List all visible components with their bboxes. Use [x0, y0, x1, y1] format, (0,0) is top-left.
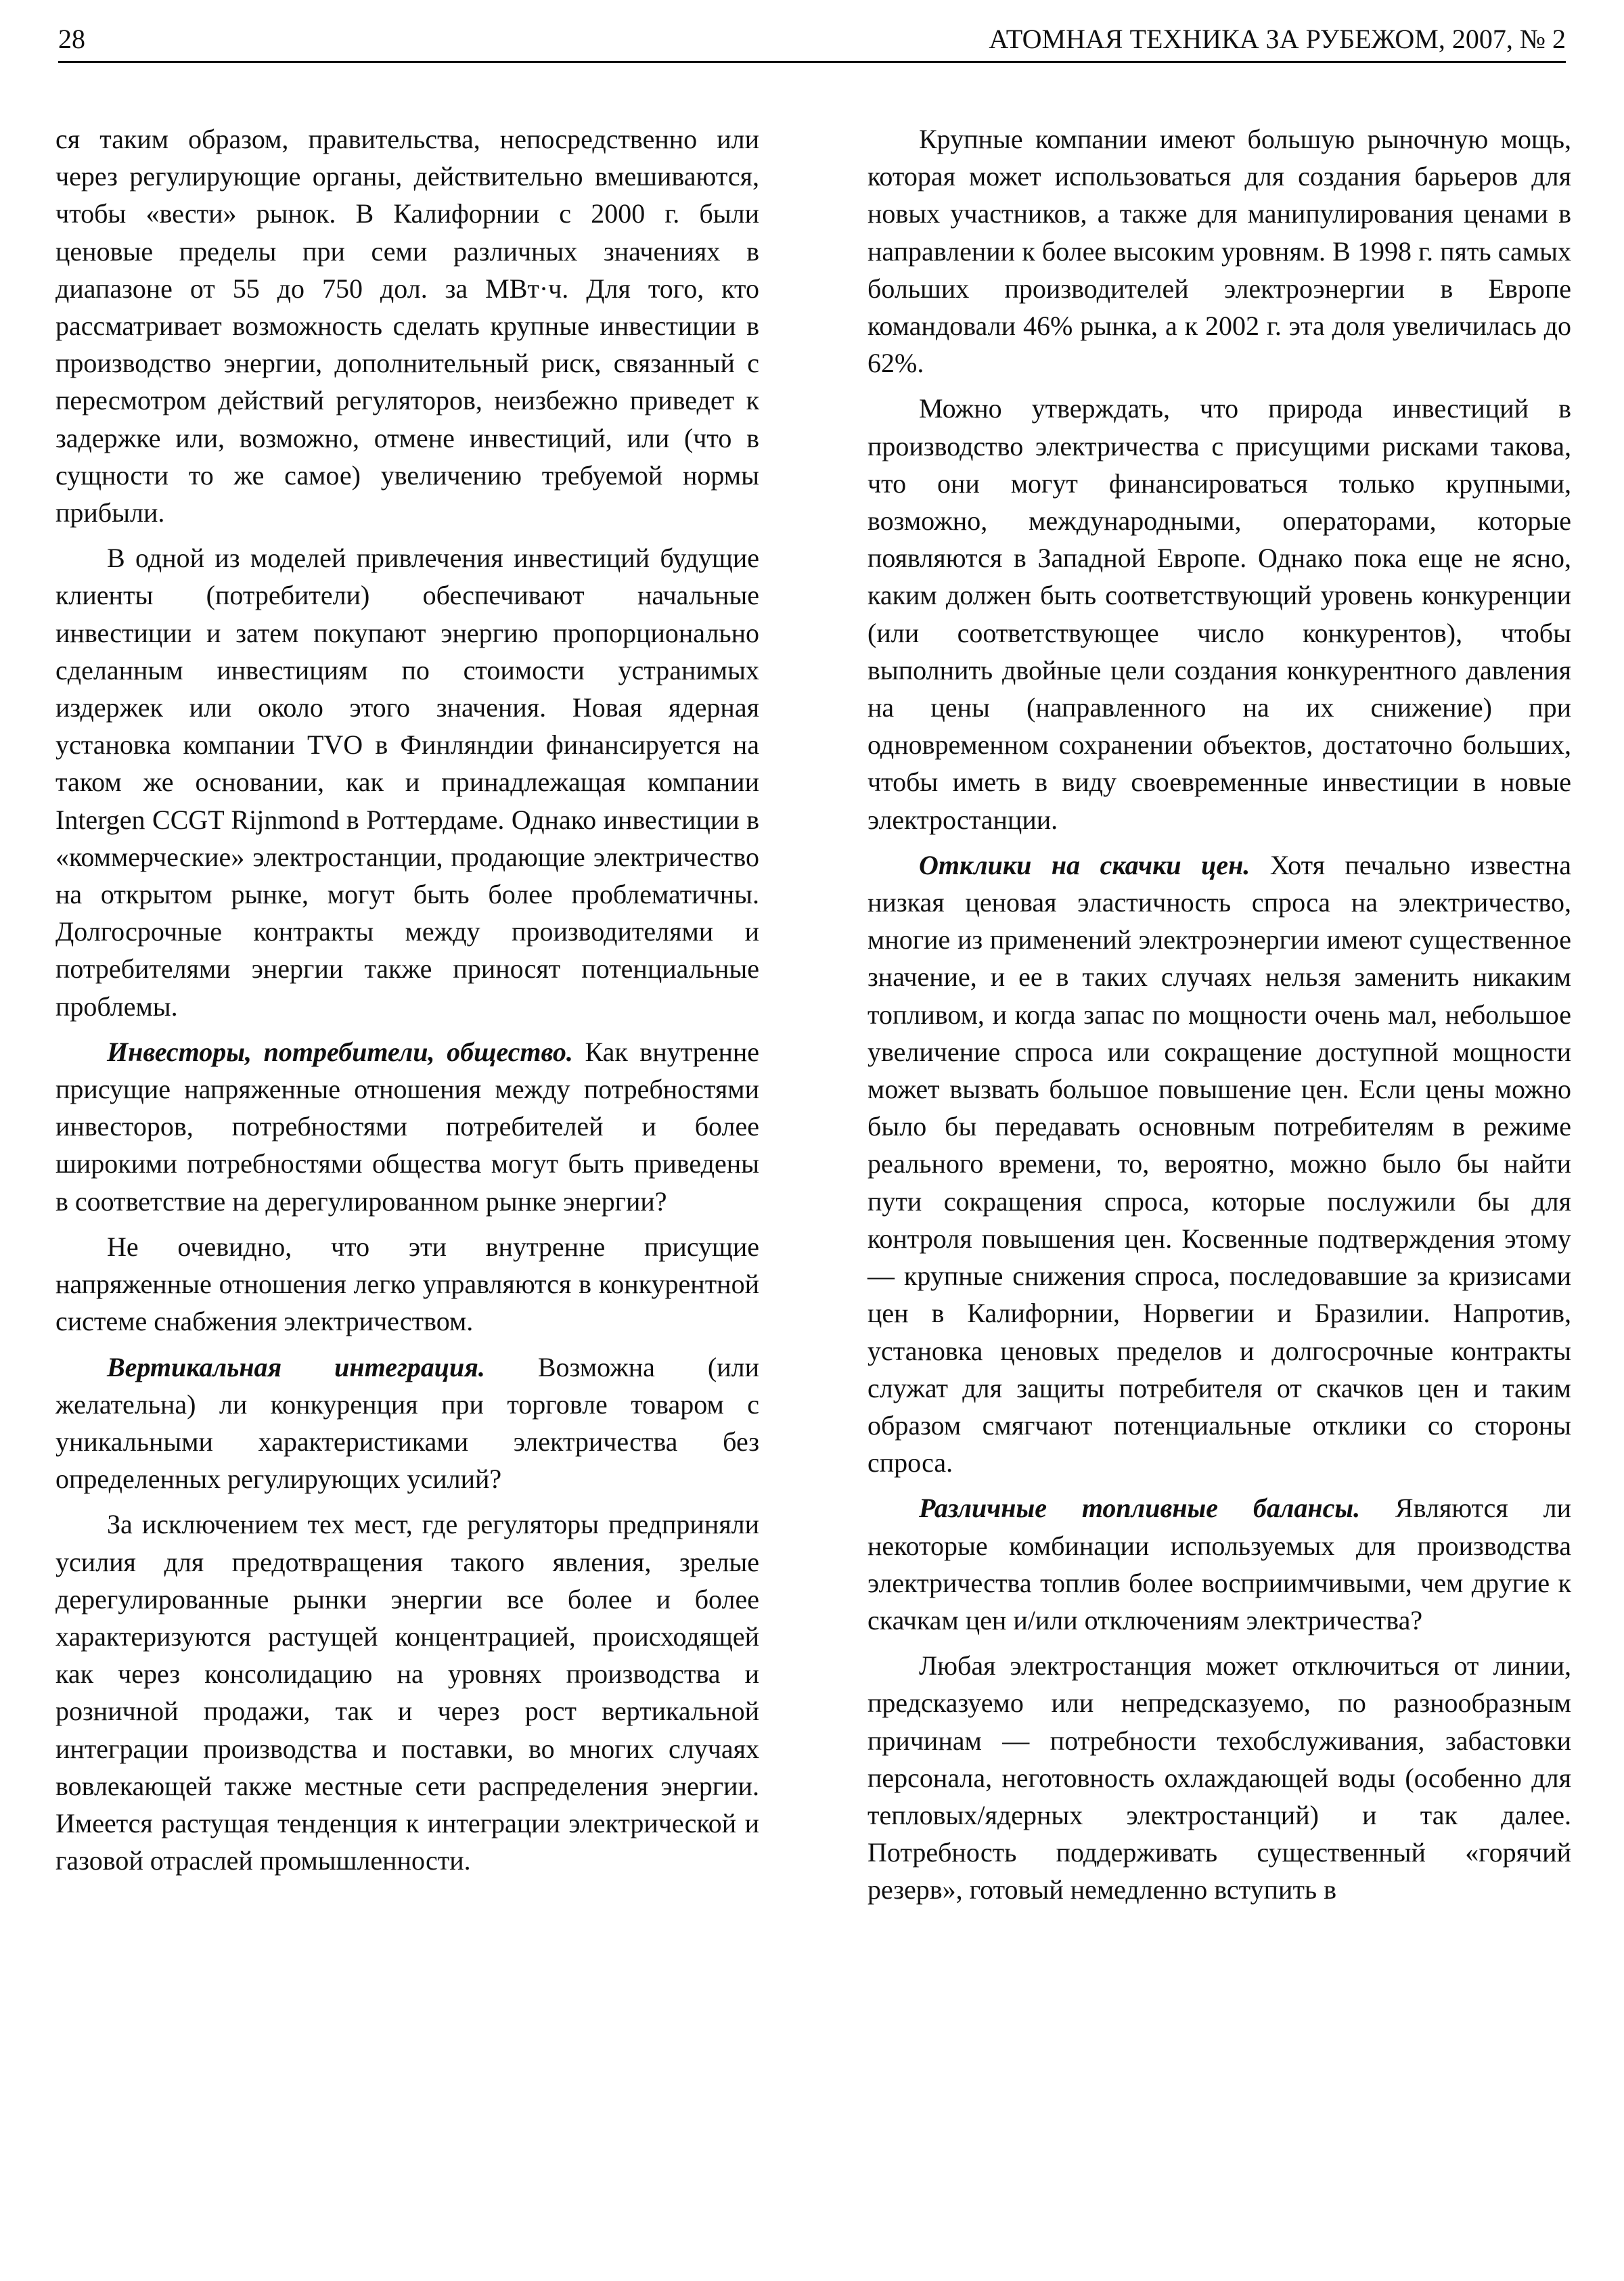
paragraph-text: Хотя печально известна низкая ценовая эластичность спроса на электричество, многие из применений электроэнергии имеют существенное значение, и ее в таких случаях нельзя заменить никаким топливом, и когда запас по мощности очень мал, небольшое увеличение спроса или сокращение доступной мощности может вызвать большое повышение цен. Если цены можно было бы передавать основным потребителям в режиме реального времени, то, вероятно, можно было бы найти пути сокращения спроса, которые послужили бы для контроля повышения цен. Косвенные подтверждения этому — крупные снижения спроса, последовавшие за кризисами цен в Калифорнии, Норвегии и Бразилии. Напротив, установка ценовых пределов и долгосрочные контракты служат для защиты потребителя от скачков цен и таким образом смягчают потенциальные отклики со стороны спроса.	[867, 849, 1571, 1478]
journal-title: АТОМНАЯ ТЕХНИКА ЗА РУБЕЖОМ, 2007, № 2	[989, 24, 1566, 54]
paragraph: ся таким образом, правительства, непосредственно или через регулирующие органы, действительно вмешиваются, чтобы «вести» рынок. В Калифорнии с 2000 г. были ценовые пределы при семи различных значениях в диапазоне от 55 до 750 дол. за МВт·ч. Для того, кто рассматривает возможность сделать крупные инвестиции в производство энергии, дополнительный риск, связанный с пересмотром действий регуляторов, неизбежно приведет к задержке или, возможно, отмене инвестиций, или (что в сущности то же самое) увеличению требуемой нормы прибыли.	[55, 124, 759, 528]
page-number: 28	[58, 24, 85, 54]
paragraph	[55, 1349, 759, 1498]
left-column	[55, 120, 759, 1887]
paragraph-text: Являются ли некоторые комбинации используемых для производства электричества топлив более восприимчивыми, чем другие к скачкам цен и/или отключениям электричества?	[867, 1493, 1571, 1635]
paragraph-text: Как внутренне присущие напряженные отношения между потребностями инвесторов, потребностями потребителей и более широкими потребностями общества могут быть приведены в соответствие на дерегулированном рынке энергии?	[55, 1036, 760, 1217]
paragraph: Крупные компании имеют большую рыночную мощь, которая может использоваться для создания барьеров для новых участников, а также для манипулирования ценами в направлении к более высоким уровням. В 1998 г. пять самых больших производителей электроэнергии в Европе командовали 46% рынка, а к 2002 г. эта доля увеличилась до 62%.	[867, 124, 1571, 379]
subheading: Отклики на скачки цен.	[919, 849, 1250, 880]
subheading: Инвесторы, потребители, общество.	[107, 1036, 573, 1067]
paragraph: Можно утверждать, что природа инвестиций в производство электричества с присущими рисками такова, что они могут финансироваться только крупными, возможно, международными, операторами, которые появляются в Западной Европе. Однако пока еще не ясно, каким должен быть соответствующий уровень конкуренции (или соответствующее число конкурентов), чтобы выполнить двойные цели создания конкурентного давления на цены (направленного на их снижение) при одновременном сохранении объектов, достаточно больших, чтобы иметь в виду своевременные инвестиции в новые электростанции.	[867, 393, 1571, 835]
paragraph: В одной из моделей привлечения инвестиций будущие клиенты (потребители) обеспечивают начальные инвестиции и затем покупают энергию пропорционально сделанным инвестициям по стоимости устранимых издержек или около этого значения. Новая ядерная установка компании TVO в Финляндии финансируется на таком же основании, как и принадлежащая компании Intergen CCGT Rijnmond в Роттердаме. Однако инвестиции в «коммерческие» электростанции, продающие электричество на открытом рынке, могут быть более проблематичны. Долгосрочные контракты между производителями и потребителями энергии также приносят потенциальные проблемы.	[55, 543, 759, 1022]
paragraph-text: Возможна (или желательна) ли конкуренция при торговле товаром с уникальными характеристиками электричества без определенных регулирующих усилий?	[55, 1351, 759, 1495]
running-header	[58, 20, 1566, 63]
paragraph	[867, 846, 1571, 1481]
paragraph: За исключением тех мест, где регуляторы предприняли усилия для предотвращения такого явления, зрелые дерегулированные рынки энергии все более и более характеризуются растущей концентрацией, происходящей как через консолидацию на уровнях производства и розничной продажи, так и через рост вертикальной интеграции производства и поставки, во многих случаях вовлекающей также местные сети распределения энергии. Имеется растущая тенденция к интеграции электрической и газовой отраслей промышленности.	[55, 1509, 759, 1876]
paragraph	[867, 1489, 1571, 1639]
subheading: Вертикальная интеграция.	[107, 1351, 485, 1382]
paragraph: Любая электростанция может отключиться от линии, предсказуемо или непредсказуемо, по разнообразным причинам — потребности техобслуживания, забастовки персонала, неготовность охлаждающей воды (особенно для тепловых/ядерных электростанций) и так далее. Потребность поддерживать существенный «горячий резерв», готовый немедленно вступить в	[867, 1650, 1571, 1905]
subheading: Различные топливные балансы.	[919, 1493, 1361, 1524]
right-column	[867, 120, 1571, 1917]
paragraph	[55, 1033, 759, 1220]
paragraph: Не очевидно, что эти внутренне присущие напряженные отношения легко управляются в конкурентной системе снабжения электричеством.	[55, 1231, 759, 1337]
